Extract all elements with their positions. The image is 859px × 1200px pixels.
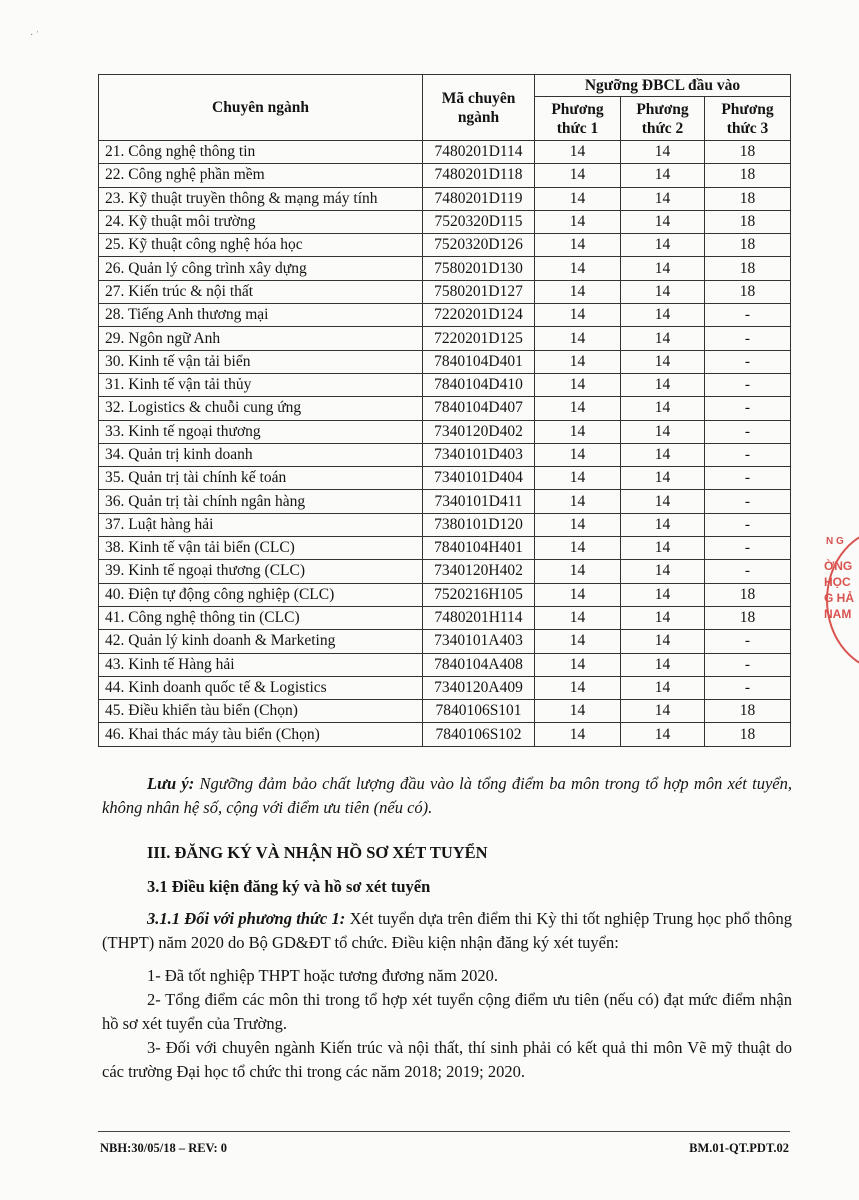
table-row	[99, 280, 791, 303]
code-cell: 7340101D403	[423, 443, 535, 466]
method-2-cell: 14	[621, 280, 705, 303]
table-row	[99, 420, 791, 443]
major-cell: 44. Kinh doanh quốc tế & Logistics	[99, 676, 423, 699]
code-cell: 7840104D401	[423, 350, 535, 373]
condition-2: 2- Tổng điểm các môn thi trong tổ hợp xét tuyển cộng điểm ưu tiên (nếu có) đạt mức điểm nhận hồ sơ xét tuyển của Trường.	[102, 990, 792, 1033]
note-text: Ngưỡng đảm bảo chất lượng đầu vào là tổng điểm ba môn trong tổ hợp môn xét tuyển, không nhân hệ số, cộng với điểm ưu tiên (nếu có).	[102, 774, 792, 817]
method-1-cell: 14	[535, 420, 621, 443]
code-cell: 7840106S101	[423, 700, 535, 723]
major-cell: 46. Khai thác máy tàu biển (Chọn)	[99, 723, 423, 746]
method-3-cell: -	[705, 350, 791, 373]
method-2-cell: 14	[621, 537, 705, 560]
table-row	[99, 537, 791, 560]
table-row	[99, 210, 791, 233]
code-cell: 7340120H402	[423, 560, 535, 583]
table-row	[99, 513, 791, 536]
method-1-cell: 14	[535, 350, 621, 373]
header-code: Mã chuyên ngành	[423, 75, 535, 141]
major-cell: 33. Kinh tế ngoại thương	[99, 420, 423, 443]
code-cell: 7340101D411	[423, 490, 535, 513]
method-1-cell: 14	[535, 653, 621, 676]
method-2-cell: 14	[621, 164, 705, 187]
method-2-cell: 14	[621, 350, 705, 373]
major-cell: 27. Kiến trúc & nội thất	[99, 280, 423, 303]
method-3-cell: 18	[705, 606, 791, 629]
method-3-cell: -	[705, 420, 791, 443]
note-label: Lưu ý:	[147, 774, 195, 793]
major-cell: 41. Công nghệ thông tin (CLC)	[99, 606, 423, 629]
method-1-cell: 14	[535, 467, 621, 490]
method-2-cell: 14	[621, 630, 705, 653]
method-2-cell: 14	[621, 513, 705, 536]
major-cell: 40. Điện tự động công nghiệp (CLC)	[99, 583, 423, 606]
method-1-cell: 14	[535, 676, 621, 699]
method-1-cell: 14	[535, 327, 621, 350]
major-cell: 23. Kỹ thuật truyền thông & mạng máy tính	[99, 187, 423, 210]
method-2-cell: 14	[621, 443, 705, 466]
method-1-cell: 14	[535, 513, 621, 536]
table-row	[99, 164, 791, 187]
code-cell: 7340120A409	[423, 676, 535, 699]
major-cell: 32. Logistics & chuỗi cung ứng	[99, 397, 423, 420]
code-cell: 7520320D115	[423, 210, 535, 233]
major-cell: 36. Quản trị tài chính ngân hàng	[99, 490, 423, 513]
method-2-cell: 14	[621, 373, 705, 396]
method-3-cell: -	[705, 630, 791, 653]
stamp-text: G HẢ	[824, 591, 854, 605]
method-1-cell: 14	[535, 234, 621, 257]
method-3-cell: 18	[705, 164, 791, 187]
method-1-label: 3.1.1 Đối với phương thức 1:	[147, 909, 346, 928]
header-method-2: Phương thức 2	[621, 97, 705, 141]
method-3-cell: 18	[705, 187, 791, 210]
method-2-cell: 14	[621, 304, 705, 327]
major-cell: 37. Luật hàng hải	[99, 513, 423, 536]
method-1-cell: 14	[535, 304, 621, 327]
major-cell: 30. Kinh tế vận tải biển	[99, 350, 423, 373]
method-1-cell: 14	[535, 280, 621, 303]
note-paragraph	[102, 772, 792, 820]
method-3-cell: -	[705, 373, 791, 396]
method-1-text: Xét tuyển dựa trên điểm thi Kỳ thi tốt nghiệp Trung học phổ thông (THPT) năm 2020 do Bộ GD&ĐT tổ chức. Điều kiện nhận đăng ký xét tuyển:	[102, 909, 792, 952]
method-2-cell: 14	[621, 560, 705, 583]
code-cell: 7380101D120	[423, 513, 535, 536]
method-3-cell: 18	[705, 257, 791, 280]
major-cell: 34. Quản trị kinh doanh	[99, 443, 423, 466]
method-2-cell: 14	[621, 257, 705, 280]
header-major: Chuyên ngành	[99, 75, 423, 141]
code-cell: 7220201D125	[423, 327, 535, 350]
footer-revision: NBH:30/05/18 – REV: 0	[100, 1141, 227, 1155]
code-cell: 7480201D119	[423, 187, 535, 210]
method-1-cell: 14	[535, 397, 621, 420]
method-3-cell: 18	[705, 141, 791, 164]
code-cell: 7840106S102	[423, 723, 535, 746]
method-2-cell: 14	[621, 583, 705, 606]
method-3-cell: 18	[705, 700, 791, 723]
code-cell: 7480201D118	[423, 164, 535, 187]
stamp-text: HỌC	[824, 575, 851, 589]
method-1-cell: 14	[535, 164, 621, 187]
code-cell: 7840104D407	[423, 397, 535, 420]
method-1-cell: 14	[535, 210, 621, 233]
method-1-cell: 14	[535, 141, 621, 164]
method-3-cell: -	[705, 397, 791, 420]
method-1-cell: 14	[535, 187, 621, 210]
method-3-cell: -	[705, 304, 791, 327]
header-method-3: Phương thức 3	[705, 97, 791, 141]
method-3-cell: -	[705, 513, 791, 536]
header-threshold-group: Ngưỡng ĐBCL đầu vào	[535, 75, 791, 97]
table-row	[99, 187, 791, 210]
code-cell: 7840104D410	[423, 373, 535, 396]
section-title: III. ĐĂNG KÝ VÀ NHẬN HỒ SƠ XÉT TUYỂN	[147, 843, 488, 862]
table-row	[99, 653, 791, 676]
code-cell: 7580201D130	[423, 257, 535, 280]
table-row	[99, 467, 791, 490]
major-cell: 26. Quản lý công trình xây dựng	[99, 257, 423, 280]
method-2-cell: 14	[621, 234, 705, 257]
method-1-paragraph	[102, 907, 792, 955]
method-2-cell: 14	[621, 187, 705, 210]
method-1-cell: 14	[535, 723, 621, 746]
table-row	[99, 443, 791, 466]
code-cell: 7480201D114	[423, 141, 535, 164]
code-cell: 7340101D404	[423, 467, 535, 490]
code-cell: 7220201D124	[423, 304, 535, 327]
method-2-cell: 14	[621, 420, 705, 443]
major-cell: 22. Công nghệ phần mềm	[99, 164, 423, 187]
method-2-cell: 14	[621, 490, 705, 513]
method-3-cell: -	[705, 676, 791, 699]
table-row	[99, 606, 791, 629]
code-cell: 7520320D126	[423, 234, 535, 257]
table-row	[99, 700, 791, 723]
table-row	[99, 373, 791, 396]
method-2-cell: 14	[621, 723, 705, 746]
major-cell: 31. Kinh tế vận tải thủy	[99, 373, 423, 396]
method-1-cell: 14	[535, 606, 621, 629]
method-1-cell: 14	[535, 537, 621, 560]
method-3-cell: 18	[705, 210, 791, 233]
stamp-text: NAM	[824, 607, 852, 621]
table-row	[99, 560, 791, 583]
method-3-cell: -	[705, 537, 791, 560]
method-2-cell: 14	[621, 700, 705, 723]
subsection-title: 3.1 Điều kiện đăng ký và hồ sơ xét tuyển	[147, 877, 431, 896]
method-3-cell: -	[705, 443, 791, 466]
table-row	[99, 490, 791, 513]
method-2-cell: 14	[621, 676, 705, 699]
code-cell: 7580201D127	[423, 280, 535, 303]
method-2-cell: 14	[621, 653, 705, 676]
method-1-cell: 14	[535, 490, 621, 513]
method-2-cell: 14	[621, 327, 705, 350]
method-3-cell: 18	[705, 723, 791, 746]
scan-mark: · ˈ	[30, 30, 40, 41]
major-cell: 43. Kinh tế Hàng hải	[99, 653, 423, 676]
method-3-cell: -	[705, 490, 791, 513]
stamp-text: ỜNG	[824, 559, 853, 573]
code-cell: 7840104A408	[423, 653, 535, 676]
major-cell: 25. Kỹ thuật công nghệ hóa học	[99, 234, 423, 257]
table-row	[99, 723, 791, 746]
method-2-cell: 14	[621, 606, 705, 629]
code-cell: 7520216H105	[423, 583, 535, 606]
method-2-cell: 14	[621, 210, 705, 233]
code-cell: 7340101A403	[423, 630, 535, 653]
method-3-cell: 18	[705, 280, 791, 303]
method-2-cell: 14	[621, 397, 705, 420]
method-1-cell: 14	[535, 257, 621, 280]
method-3-cell: 18	[705, 583, 791, 606]
code-cell: 7840104H401	[423, 537, 535, 560]
code-cell: 7480201H114	[423, 606, 535, 629]
major-cell: 29. Ngôn ngữ Anh	[99, 327, 423, 350]
condition-3: 3- Đối với chuyên ngành Kiến trúc và nội thất, thí sinh phải có kết quả thi môn Vẽ mỹ thuật do các trường Đại học tổ chức thi trong các năm 2018; 2019; 2020.	[102, 1038, 792, 1081]
method-1-cell: 14	[535, 560, 621, 583]
method-1-cell: 14	[535, 630, 621, 653]
footer-divider	[98, 1131, 790, 1132]
major-cell: 24. Kỹ thuật môi trường	[99, 210, 423, 233]
table-body	[99, 141, 791, 747]
header-method-1: Phương thức 1	[535, 97, 621, 141]
table-row	[99, 630, 791, 653]
method-1-cell: 14	[535, 373, 621, 396]
code-cell: 7340120D402	[423, 420, 535, 443]
table-row	[99, 350, 791, 373]
majors-threshold-table	[98, 74, 791, 747]
major-cell: 42. Quản lý kinh doanh & Marketing	[99, 630, 423, 653]
footer-form-code: BM.01-QT.PDT.02	[689, 1141, 789, 1155]
method-2-cell: 14	[621, 141, 705, 164]
condition-1: 1- Đã tốt nghiệp THPT hoặc tương đương năm 2020.	[147, 966, 498, 985]
method-3-cell: -	[705, 653, 791, 676]
method-3-cell: 18	[705, 234, 791, 257]
method-3-cell: -	[705, 327, 791, 350]
major-cell: 21. Công nghệ thông tin	[99, 141, 423, 164]
table-row	[99, 397, 791, 420]
table-row	[99, 234, 791, 257]
major-cell: 39. Kinh tế ngoại thương (CLC)	[99, 560, 423, 583]
table-row	[99, 327, 791, 350]
method-1-cell: 14	[535, 583, 621, 606]
table-row	[99, 257, 791, 280]
method-2-cell: 14	[621, 467, 705, 490]
method-3-cell: -	[705, 560, 791, 583]
stamp-text: N G	[826, 536, 844, 547]
major-cell: 45. Điều khiển tàu biển (Chọn)	[99, 700, 423, 723]
table-row	[99, 304, 791, 327]
major-cell: 28. Tiếng Anh thương mại	[99, 304, 423, 327]
table-row	[99, 583, 791, 606]
method-3-cell: -	[705, 467, 791, 490]
method-1-cell: 14	[535, 443, 621, 466]
major-cell: 35. Quản trị tài chính kế toán	[99, 467, 423, 490]
table-row	[99, 141, 791, 164]
red-stamp	[816, 528, 859, 668]
table-row	[99, 676, 791, 699]
method-1-cell: 14	[535, 700, 621, 723]
major-cell: 38. Kinh tế vận tải biển (CLC)	[99, 537, 423, 560]
